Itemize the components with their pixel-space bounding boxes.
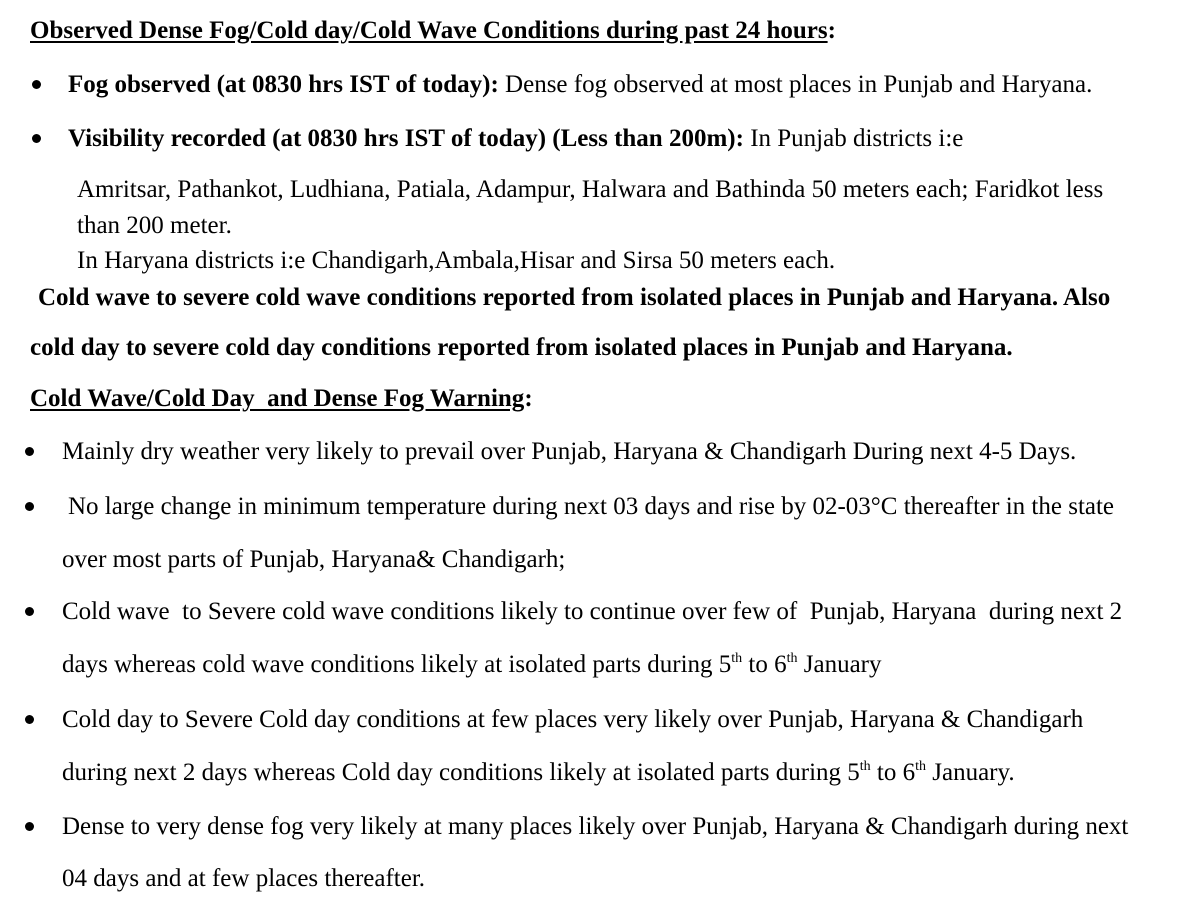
visibility-haryana-line: In Haryana districts i:e Chandigarh,Ambala,Hisar and Sirsa 50 meters each.: [77, 247, 836, 274]
visibility-text: In Punjab districts i:e: [750, 125, 964, 152]
observed-summary-line-1: Cold wave to severe cold wave conditions reported from isolated places in Punjab and Haryana. Also: [38, 284, 1111, 311]
warning-heading: Cold Wave/Cold Day and Dense Fog Warning:: [30, 385, 533, 412]
bullet-warning-4: [25, 715, 34, 724]
warning-item-4-line-1: Cold day to Severe Cold day conditions at few places very likely over Punjab, Haryana & Chandigarh: [62, 706, 1084, 733]
warning-item-5-line-2: 04 days and at few places thereafter.: [62, 865, 426, 892]
bullet-warning-1: [25, 447, 34, 456]
observed-heading: Observed Dense Fog/Cold day/Cold Wave Conditions during past 24 hours:: [30, 17, 836, 44]
bullet-fog: [32, 80, 41, 89]
bullet-visibility: [32, 134, 41, 143]
warning-item-4-line-2: during next 2 days whereas Cold day conditions likely at isolated parts during 5th to 6th January.: [62, 759, 1015, 786]
fog-observed-label: Fog observed (at 0830 hrs IST of today):: [68, 71, 499, 98]
observed-heading-text: Observed Dense Fog/Cold day/Cold Wave Conditions during past 24 hours: [30, 17, 828, 44]
warning-item-3-line-1: Cold wave to Severe cold wave conditions likely to continue over few of Punjab, Haryana during next 2: [62, 598, 1123, 625]
bullet-warning-5: [25, 822, 34, 831]
visibility-punjab-line-1: Amritsar, Pathankot, Ludhiana, Patiala, Adampur, Halwara and Bathinda 50 meters each; Faridkot less: [77, 176, 1104, 203]
bullet-warning-2: [25, 502, 34, 511]
warning-item-1: Mainly dry weather very likely to prevail over Punjab, Haryana & Chandigarh During next 4-5 Days.: [62, 438, 1077, 465]
visibility-punjab-line-2: than 200 meter.: [77, 212, 232, 239]
bullet-warning-3: [25, 607, 34, 616]
fog-observed-text: Dense fog observed at most places in Punjab and Haryana.: [505, 71, 1093, 98]
warning-item-2-line-2: over most parts of Punjab, Haryana& Chandigarh;: [62, 546, 566, 573]
warning-item-3-line-2: days whereas cold wave conditions likely at isolated parts during 5th to 6th January: [62, 651, 882, 678]
warning-item-2-line-1: No large change in minimum temperature during next 03 days and rise by 02-03°C thereafter in the state: [68, 493, 1115, 520]
visibility-line: [68, 126, 963, 151]
visibility-label: Visibility recorded (at 0830 hrs IST of today) (Less than 200m):: [68, 125, 744, 152]
warning-item-5-line-1: Dense to very dense fog very likely at many places likely over Punjab, Haryana & Chandigarh during next: [62, 813, 1129, 840]
warning-heading-text: Cold Wave/Cold Day and Dense Fog Warning: [30, 385, 525, 412]
fog-observed-line: [68, 72, 1092, 97]
observed-summary-line-2: cold day to severe cold day conditions reported from isolated places in Punjab and Haryana.: [30, 334, 1013, 361]
